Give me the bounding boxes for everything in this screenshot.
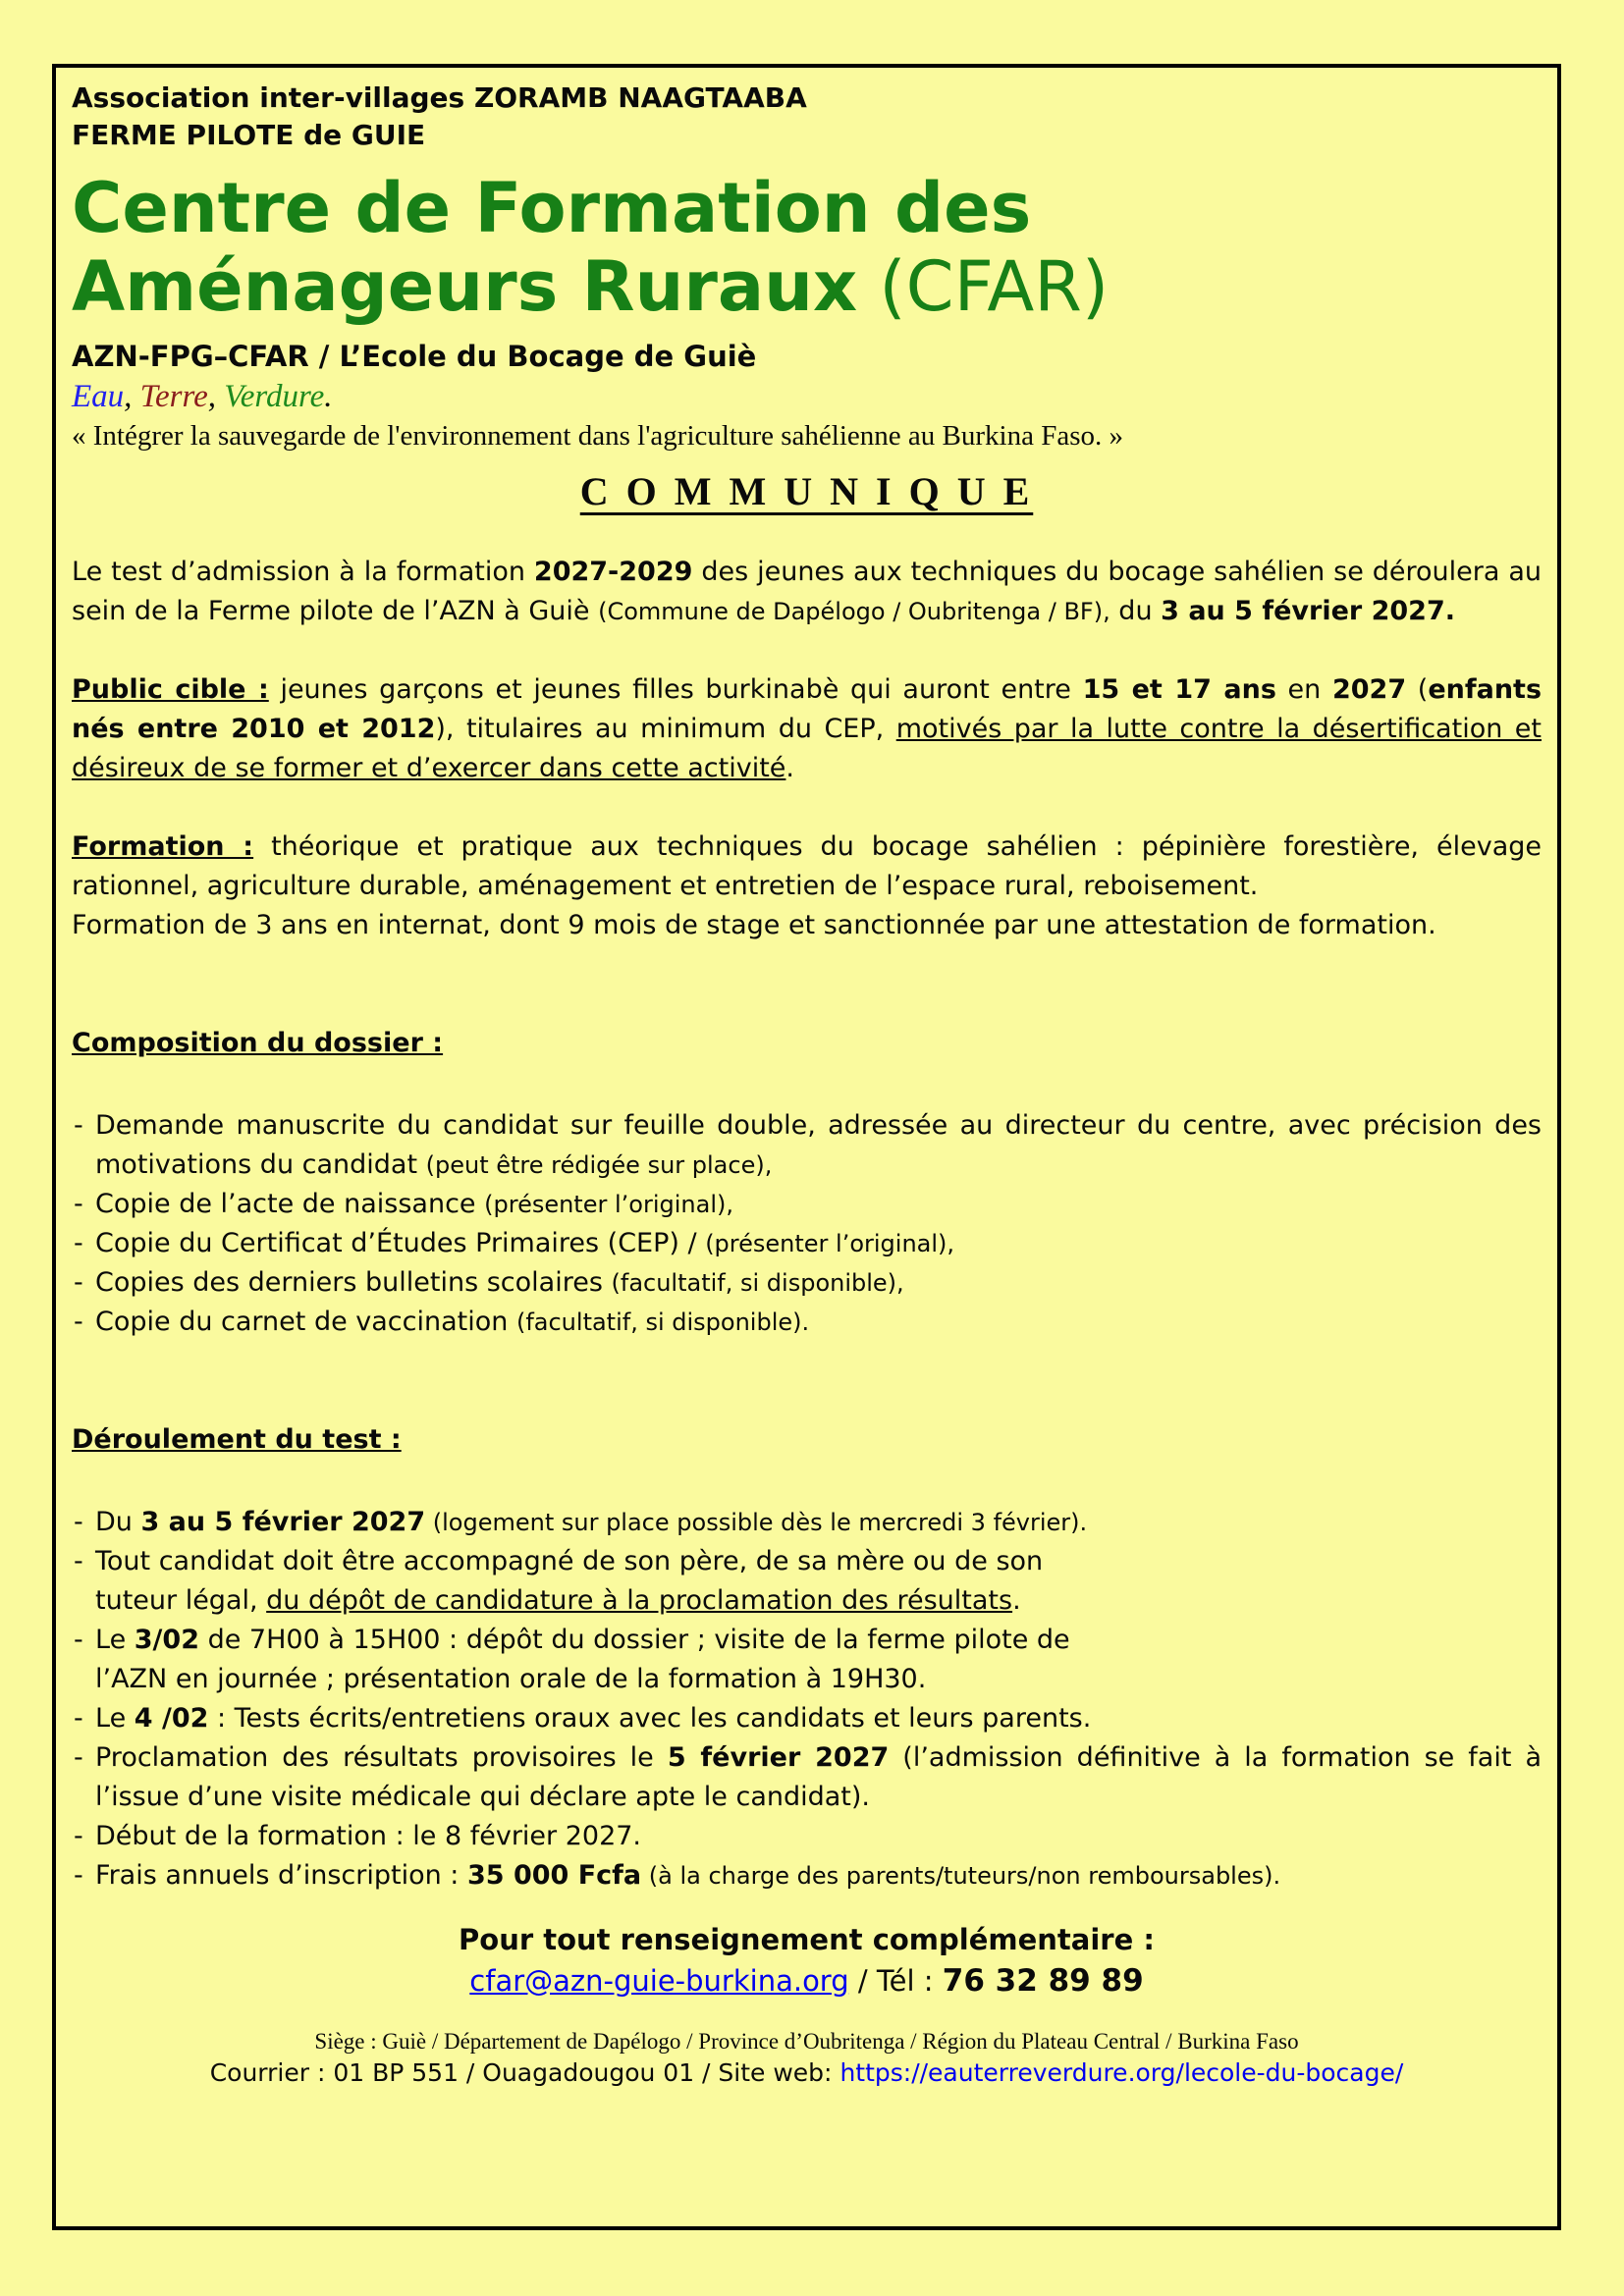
- dossier-item-cep: - Copie du Certificat d’Études Primaires (CEP) / (présenter l’original),: [72, 1224, 1542, 1263]
- formation-paragraph-line2: Formation de 3 ans en internat, dont 9 mois de stage et sanctionnée par une attestation de formation.: [72, 909, 1436, 940]
- deroulement-heading: Déroulement du test :: [72, 1423, 402, 1455]
- contact-line: [72, 1960, 1542, 2002]
- dossier-heading: Composition du dossier :: [72, 1027, 444, 1058]
- list-item-dash: -: [74, 1741, 83, 1773]
- intro-paragraph: Le test d’admission à la formation 2027-2029 des jeunes aux techniques du bocage sahélien se déroulera au sein de la Ferme pilote de l’AZN à Guiè (Commune de Dapélogo / Oubritenga / BF), du 3 au 5 février 2027.: [72, 556, 1542, 626]
- motto-quote: « Intégrer la sauvegarde de l'environnement dans l'agriculture sahélienne au Burkina Faso. »: [72, 419, 1123, 452]
- tagline: [72, 376, 1542, 417]
- list-item-dash: -: [74, 1188, 83, 1219]
- dossier-item-demande: - Demande manuscrite du candidat sur feuille double, adressée au directeur du centre, avec précision des motivations du candidat (peut être rédigée sur place),: [72, 1106, 1542, 1185]
- test-item-resultats: - Proclamation des résultats provisoires le 5 février 2027 (l’admission définitive à la formation se fait à l’issue d’une visite médicale qui déclare apte le candidat).: [72, 1738, 1542, 1817]
- tagline-eau: Eau: [72, 378, 125, 414]
- title-line2: Aménageurs Ruraux: [72, 245, 858, 327]
- tagline-verdure: Verdure: [224, 378, 325, 414]
- list-item-dash: -: [74, 1545, 83, 1576]
- formation-paragraph: Formation : théorique et pratique aux techniques du bocage sahélien : pépinière forestière, élevage rationnel, agriculture durable, aménagement et entretien de l’espace rural, reboisement.: [72, 830, 1542, 901]
- dossier-item-vaccination: - Copie du carnet de vaccination (facultatif, si disponible).: [72, 1303, 1542, 1342]
- document-frame: [52, 64, 1561, 2230]
- list-item-dash: -: [74, 1506, 83, 1537]
- subtitle: AZN-FPG–CFAR / L’Ecole du Bocage de Guiè: [72, 339, 757, 373]
- test-item-4-fevrier: - Le 4 /02 : Tests écrits/entretiens oraux avec les candidats et leurs parents.: [72, 1699, 1542, 1738]
- dossier-item-acte-naissance: - Copie de l’acte de naissance (présenter l’original),: [72, 1185, 1542, 1224]
- test-item-frais: - Frais annuels d’inscription : 35 000 Fcfa (à la charge des parents/tuteurs/non remboursables).: [72, 1856, 1542, 1896]
- list-item-dash: -: [74, 1306, 83, 1337]
- test-item-dates: - Du 3 au 5 février 2027 (logement sur place possible dès le mercredi 3 février).: [72, 1503, 1542, 1542]
- org-name-line1: Association inter-villages ZORAMB NAAGTAABA: [72, 81, 807, 114]
- title-cfar-suffix: (CFAR): [857, 245, 1110, 327]
- footer-address: Siège : Guiè / Département de Dapélogo / Province d’Oubritenga / Région du Plateau Central / Burkina Faso: [314, 2028, 1299, 2054]
- footer-courrier: [72, 2056, 1542, 2090]
- page-title: [72, 170, 1542, 327]
- tagline-period: .: [324, 378, 333, 414]
- contact-separator: / Tél :: [848, 1963, 943, 1998]
- contact-heading: Pour tout renseignement complémentaire :: [459, 1922, 1155, 1956]
- footer-courrier-text: Courrier : 01 BP 551 / Ouagadougou 01 / Site web:: [209, 2057, 840, 2087]
- email-link[interactable]: cfar@azn-guie-burkina.org: [469, 1963, 849, 1998]
- public-cible-paragraph: Public cible : jeunes garçons et jeunes filles burkinabè qui auront entre 15 et 17 ans en 2027 (enfants nés entre 2010 et 2012), titulaires au minimum du CEP, motivés par la lutte contre la désertification et désireux de se former et d’exercer dans cette activité.: [72, 673, 1543, 783]
- tagline-comma2: ,: [207, 378, 225, 414]
- list-item-dash: -: [74, 1859, 83, 1891]
- phone-number: 76 32 89 89: [942, 1962, 1144, 1999]
- test-item-debut-formation: - Début de la formation : le 8 février 2027.: [72, 1817, 1542, 1856]
- website-link[interactable]: https://eauterreverdure.org/lecole-du-bocage/: [839, 2057, 1404, 2087]
- dossier-list: [72, 1106, 1542, 1342]
- dossier-item-bulletins: - Copies des derniers bulletins scolaires (facultatif, si disponible),: [72, 1263, 1542, 1303]
- communique-heading: C O M M U N I Q U E: [579, 468, 1034, 513]
- formation-label: Formation :: [72, 830, 254, 862]
- list-item-dash: -: [74, 1820, 83, 1851]
- list-item-dash: -: [74, 1109, 83, 1141]
- deroulement-list: [72, 1503, 1542, 1896]
- list-item-dash: -: [74, 1266, 83, 1298]
- tagline-terre: Terre: [139, 378, 208, 414]
- list-item-dash: -: [74, 1624, 83, 1655]
- public-cible-label: Public cible :: [72, 673, 269, 705]
- org-name-line2: FERME PILOTE de GUIE: [72, 119, 426, 151]
- tagline-comma1: ,: [124, 378, 140, 414]
- list-item-dash: -: [74, 1227, 83, 1258]
- title-line1: Centre de Formation des: [72, 168, 1032, 248]
- list-item-dash: -: [74, 1702, 83, 1734]
- test-item-accompagnement: - Tout candidat doit être accompagné de son père, de sa mère ou de son tuteur légal, du dépôt de candidature à la proclamation des résultats.: [72, 1542, 1542, 1621]
- test-item-3-fevrier: - Le 3/02 de 7H00 à 15H00 : dépôt du dossier ; visite de la ferme pilote de l’AZN en journée ; présentation orale de la formation à 19H30.: [72, 1621, 1542, 1699]
